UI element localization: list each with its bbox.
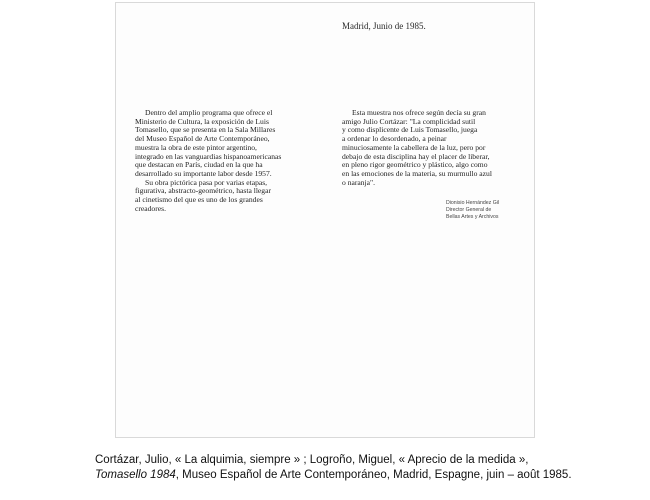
text-line: Su obra pictórica pasa por varias etapas,: [145, 177, 268, 187]
text-line: amigo Julio Cortázar: "La complicidad sutil: [342, 116, 476, 126]
left-paragraph-2: [135, 179, 330, 214]
text-line: Esta muestra nos ofrece según decía su gran: [352, 108, 486, 117]
text-line: Ministerio de Cultura, la exposición de Luis: [135, 116, 269, 126]
text-line: Dentro del amplio programa que ofrece el: [145, 108, 273, 117]
text-line: en pleno rigor geométrico y plástico, algo como: [342, 160, 488, 170]
text-line: en las emociones de la materia, su murmullo azul: [342, 168, 492, 178]
text-line: creadores.: [135, 203, 166, 213]
signature-title: Director General de: [446, 206, 492, 213]
text-line: y como displicente de Luis Tomasello, juega: [342, 125, 478, 135]
text-line: desarrollado su importante labor desde 1957.: [135, 168, 272, 178]
caption-line-2: [95, 468, 572, 483]
left-paragraph-1: [135, 109, 330, 179]
signature-department: Bellas Artes y Archivos: [446, 213, 499, 220]
caption-line-1: Cortázar, Julio, « La alquimia, siempre » ; Logroño, Miguel, « Aprecio de la medida »,: [95, 454, 529, 466]
text-line: debajo de esta disciplina hay el placer de liberar,: [342, 151, 490, 161]
text-line: muestra la obra de este pintor argentino,: [135, 142, 257, 152]
text-line: o naranja".: [342, 177, 376, 187]
right-text-column: [342, 109, 532, 187]
scanned-catalogue-page: [115, 2, 535, 438]
text-line: que destacan en París, ciudad en la que ha: [135, 160, 263, 170]
signature-block: [446, 200, 499, 220]
caption-venue-details: , Museo Español de Arte Contemporáneo, Madrid, Espagne, juin – août 1985.: [175, 469, 572, 481]
text-line: al cinetismo del que es uno de los grandes: [135, 195, 263, 205]
signature-name: Dionisio Hernández Gil: [446, 200, 500, 206]
date-line: Madrid, Junio de 1985.: [342, 21, 426, 31]
caption-exhibition-title: Tomasello 1984: [95, 469, 176, 481]
text-line: del Museo Español de Arte Contemporáneo,: [135, 134, 270, 144]
text-line: Tomasello, que se presenta en la Sala Millares: [135, 125, 276, 135]
text-line: minuciosamente la cabellera de la luz, pero por: [342, 142, 486, 152]
left-text-column: [135, 109, 330, 213]
text-line: integrado en las vanguardias hispanoamericanas: [135, 151, 282, 161]
text-line: figurativa, abstracto-geométrico, hasta llegar: [135, 186, 271, 196]
text-line: a ordenar lo desordenado, a peinar: [342, 134, 447, 144]
image-caption: [95, 453, 572, 483]
right-paragraph-1: [342, 109, 532, 187]
